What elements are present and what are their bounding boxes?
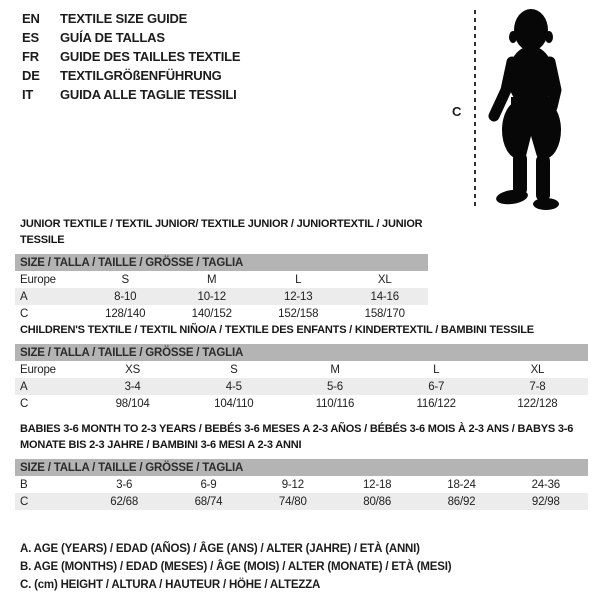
table-body: [15, 361, 588, 412]
size-cell: 122/128: [517, 397, 558, 410]
language-code: EN: [22, 11, 40, 26]
language-title: GUIDA ALLE TAGLIE TESSILI: [60, 87, 237, 102]
size-cell: 10-12: [197, 290, 226, 303]
size-cell: 6-9: [200, 478, 217, 491]
size-cell: XS: [125, 363, 141, 376]
size-cell: M: [330, 363, 340, 376]
table-row: [15, 361, 588, 378]
footnote-line: A. AGE (YEARS) / EDAD (AÑOS) / ÂGE (ANS) / ALTER (JAHRE) / ETÀ (ANNI): [20, 543, 420, 555]
language-title: GUÍA DE TALLAS: [60, 30, 165, 45]
size-cell: 8-10: [114, 290, 137, 303]
size-cell: 6-7: [428, 380, 445, 393]
table-title: JUNIOR TEXTILE / TEXTIL JUNIOR/ TEXTILE JUNIOR / JUNIORTEXTIL / JUNIOR TESSILE: [20, 218, 423, 246]
language-code: ES: [22, 30, 39, 45]
language-title: TEXTILE SIZE GUIDE: [60, 11, 188, 26]
size-cell: 12-13: [284, 290, 313, 303]
size-cell: 3-4: [124, 380, 141, 393]
junior-textile-section: [15, 216, 428, 322]
size-cell: 74/80: [278, 495, 307, 508]
row-label: Europe: [20, 273, 56, 286]
size-cell: 9-12: [281, 478, 304, 491]
language-title: TEXTILGRÖßENFÜHRUNG: [60, 68, 222, 83]
size-cell: 158/170: [364, 307, 405, 320]
size-cell: L: [295, 273, 302, 286]
language-row: [22, 9, 240, 28]
size-cell: 14-16: [370, 290, 399, 303]
height-dashed-line: [474, 10, 476, 207]
size-cell: 68/74: [194, 495, 223, 508]
table-header-band: SIZE / TALLA / TAILLE / GRÖSSE / TAGLIA: [15, 254, 428, 271]
size-cell: 7-8: [529, 380, 546, 393]
footnotes: [20, 540, 451, 594]
size-cell: 12-18: [362, 478, 392, 491]
row-label: Europe: [20, 363, 56, 376]
table-header-band: SIZE / TALLA / TAILLE / GRÖSSE / TAGLIA: [15, 459, 588, 476]
table-title: BABIES 3-6 MONTH TO 2-3 YEARS / BEBÉS 3-6 MESES A 2-3 AÑOS / BÉBÉS 3-6 MOIS À 2-3 ANS / BABYS 3-6 MONATE BIS 2-3 JAHRE / BAMBINI 3-6 MESI A 2-3 ANNI: [20, 423, 574, 451]
size-cell: 86/92: [447, 495, 476, 508]
size-cell: S: [230, 363, 238, 376]
language-code: IT: [22, 87, 34, 102]
table-row: [15, 395, 588, 412]
size-cell: 4-5: [225, 380, 242, 393]
language-row: [22, 85, 240, 104]
table-body: [15, 271, 428, 322]
language-row: [22, 66, 240, 85]
size-cell: 92/98: [531, 495, 560, 508]
height-label-c: C: [452, 104, 462, 119]
babies-textile-section: [15, 421, 588, 510]
size-cell: 116/122: [416, 397, 456, 410]
table-row: [15, 476, 588, 493]
row-label: B: [20, 478, 28, 491]
size-cell: XL: [530, 363, 545, 376]
size-cell: S: [121, 273, 129, 286]
language-title: GUIDE DES TAILLES TEXTILE: [60, 49, 241, 64]
size-cell: 104/110: [214, 397, 254, 410]
language-header: [22, 9, 240, 104]
row-label: C: [20, 307, 29, 320]
size-cell: L: [433, 363, 440, 376]
children-textile-section: [15, 322, 588, 412]
size-cell: 80/86: [363, 495, 392, 508]
size-cell: 18-24: [447, 478, 476, 491]
size-cell: 5-6: [326, 380, 344, 393]
row-label: C: [20, 495, 29, 508]
size-cell: 62/68: [110, 495, 139, 508]
size-cell: 140/152: [191, 307, 232, 320]
row-label: A: [20, 380, 28, 393]
table-header-band: SIZE / TALLA / TAILLE / GRÖSSE / TAGLIA: [15, 344, 588, 361]
size-cell: XL: [377, 273, 392, 286]
table-row: [15, 271, 428, 288]
language-row: [22, 28, 240, 47]
size-cell: 110/116: [315, 397, 355, 410]
row-label: A: [20, 290, 28, 303]
table-row: [15, 493, 588, 510]
size-cell: 3-6: [116, 478, 133, 491]
footnote-line: B. AGE (MONTHS) / EDAD (MESES) / ÂGE (MOIS) / ALTER (MONATE) / ETÀ (MESI): [20, 561, 452, 573]
table-body: [15, 476, 588, 510]
size-cell: 128/140: [105, 307, 146, 320]
language-code: FR: [22, 49, 39, 64]
table-row: [15, 378, 588, 395]
footnote-line: C. (cm) HEIGHT / ALTURA / HAUTEUR / HÖHE / ALTEZZA: [20, 579, 321, 591]
language-row: [22, 47, 240, 66]
size-cell: 24-36: [531, 478, 561, 491]
table-row: [15, 305, 428, 322]
row-label: C: [20, 397, 29, 410]
toddler-silhouette-icon: [486, 4, 578, 212]
size-cell: M: [207, 273, 217, 286]
table-row: [15, 288, 428, 305]
size-cell: 152/158: [278, 307, 319, 320]
language-code: DE: [22, 68, 40, 83]
table-title: CHILDREN'S TEXTILE / TEXTIL NIÑO/A / TEXTILE DES ENFANTS / KINDERTEXTIL / BAMBINI TESSILE: [20, 324, 534, 336]
size-cell: 98/104: [115, 397, 150, 410]
